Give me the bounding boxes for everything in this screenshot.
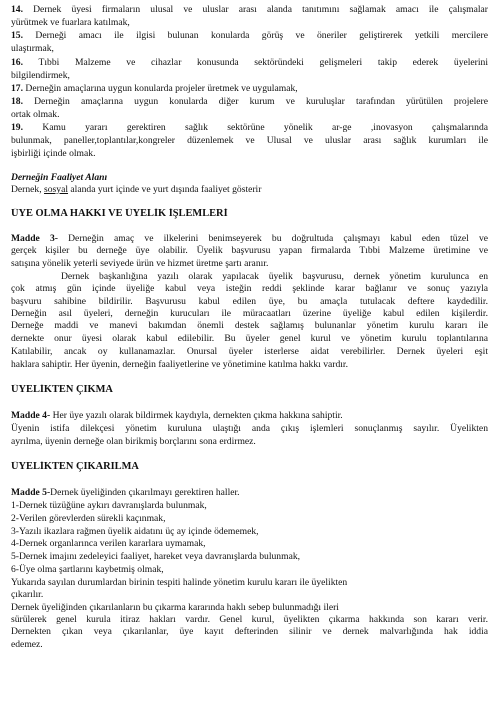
item-14-line-2: yürütmek ve fuarlara katılmak, bbox=[11, 17, 130, 28]
item-number: 17. bbox=[11, 83, 23, 94]
uyelik-para-line-4: Derneğin asıl üyeleri, derneğin kurucuları ile müracaatları üzerine üyeliğe kabul edilen kişilerdir. bbox=[11, 308, 488, 319]
item-16-line-2: bilgilendirmek, bbox=[11, 70, 70, 81]
item-16-line-1: 16. Tıbbi Malzeme ve cihazlar konusunda sektöründeki gelişmeleri takip ederek üyelerini bbox=[11, 57, 488, 68]
uyelik-para-line-1: Dernek başkanlığına yazılı olarak yapılacak üyelik başvurusu, dernek yönetim kurulunca en bbox=[61, 271, 488, 282]
faaliyet-title: Derneğin Faaliyet Alanı bbox=[11, 172, 108, 183]
cikarilma-after-line-2: çıkarılır. bbox=[11, 589, 44, 600]
cikarilma-after-line-1: Yukarıda sayılan durumlardan birinin tespiti halinde yönetim kurulu kararı ile üyelikten bbox=[11, 577, 348, 588]
item-15-line-1: 15. Derneği amacı ile ilgisi bulunan konularda görüş ve öneriler geliştirerek yetkili mercilere bbox=[11, 30, 488, 41]
item-15-line-2: ulaştırmak, bbox=[11, 43, 54, 54]
item-number: 15. bbox=[11, 30, 23, 41]
uyelik-para-line-6: dernekte onur üyesi olarak kabul edilebilir. Bu üyeler genel kurul ve yönetim kurulu toplantılarına bbox=[11, 333, 488, 344]
item-19-line-3: işbirliği içinde olmak. bbox=[11, 148, 96, 159]
madde-4-line-2: Üyenin istifa dilekçesi yönetim kuruluna ulaştığı anda çıkış işlemleri sonuçlanmış sayılır. Üyelikten bbox=[11, 423, 488, 434]
madde-4-line-3: ayrılma, üyenin derneğe olan birikmiş borçlarını sona erdirmez. bbox=[11, 436, 256, 447]
section-heading-uyelik: ÜYE OLMA HAKKI VE ÜYELİK İŞLEMLERİ bbox=[11, 208, 228, 219]
uyelik-para-line-3: başvuru sahibine bildirilir. Başvurusu kabul edilen üye, bu amaçla tutulacak deftere kaydedilir. bbox=[11, 296, 488, 307]
uyelik-para-line-2: çok atmış gün içinde üyeliğe kabul veya isteğin reddi şeklinde karar bağlanır ve sonuç yazıyla bbox=[11, 283, 488, 294]
madde-label: Madde 5- bbox=[11, 487, 51, 498]
cikarilma-reason-1: 1-Dernek tüzüğüne aykırı davranışlarda bulunmak, bbox=[11, 500, 207, 511]
item-17-line-1: 17. Derneğin amaçlarına uygun konularda projeler üretmek ve uygulamak, bbox=[11, 83, 298, 94]
section-heading-cikma: ÜYELİKTEN ÇIKMA bbox=[11, 384, 113, 395]
item-number: 14. bbox=[11, 4, 23, 15]
item-number: 19. bbox=[11, 122, 23, 133]
madde-3-line-2: gerçek kişiler bu derneğe üye olabilir. Üyelik başvurusu yapan firmalarda Tıbbi Malzeme üretimine ve bbox=[11, 245, 488, 256]
madde-label: Madde 4- bbox=[11, 410, 51, 421]
item-19-line-1: 19. Kamu yararı gerektiren sağlık sektörüne yönelik ar-ge ,inovasyon çalışmalarında bbox=[11, 122, 488, 133]
section-heading-cikarilma: ÜYELİKTEN ÇIKARILMA bbox=[11, 461, 139, 472]
cikarilma-reason-5: 5-Dernek imajını zedeleyici faaliyet, hareket veya davranışlarda bulunmak, bbox=[11, 551, 301, 562]
item-number: 16. bbox=[11, 57, 23, 68]
madde-label: Madde 3- bbox=[11, 233, 58, 244]
uyelik-para-line-8: haklara sahiptir. Her üyenin, derneğin faaliyetlerine ve yönetimine katılma hakkı vardır. bbox=[11, 359, 348, 370]
uyelik-para-line-5: Derneğe maddi ve manevi bakımdan önemli destek sağlamış bulunanlar yönetim kurulu kararı ile bbox=[11, 320, 488, 331]
madde-3-line-3: satışına yönelik yeterli seviyede ürün ve hizmet üretme şartı aranır. bbox=[11, 258, 269, 269]
cikarilma-after-line-3: Dernek üyeliğinden çıkarılanların bu çıkarma kararında haklı sebep bulunmadığı ileri bbox=[11, 602, 339, 613]
cikarilma-after-line-4: sürülerek genel kurula itiraz hakları vardır. Genel kurul, üyelikten çıkarma hakkında son kararı verir. bbox=[11, 614, 488, 625]
madde-4-line-1: Madde 4- Her üye yazılı olarak bildirmek kaydıyla, dernekten çıkma hakkına sahiptir. bbox=[11, 410, 343, 421]
item-number: 18. bbox=[11, 96, 23, 107]
madde-3-line-1: Madde 3- Derneğin amaç ve ilkelerini benimseyerek bu doğrultuda çalışmayı kabul eden tüzel ve bbox=[11, 233, 488, 244]
madde-5-line-1: Madde 5-Dernek üyeliğinden çıkarılmayı gerektiren haller. bbox=[11, 487, 240, 498]
faaliyet-text: Dernek, sosyal alanda yurt içinde ve yurt dışında faaliyet gösterir bbox=[11, 184, 262, 195]
cikarilma-reason-4: 4-Dernek organlarınca verilen kararlara uymamak, bbox=[11, 538, 206, 549]
item-18-line-2: ortak olmak. bbox=[11, 109, 60, 120]
item-18-line-1: 18. Derneğin amaçlarına uygun konularda diğer kurum ve kuruluşlar tarafından yürütülen projelere bbox=[11, 96, 488, 107]
item-19-line-2: bulunmak, paneller,toplantılar,kongreler düzenlemek ve Ulusal ve uluslar arası sağlık kurumları ile bbox=[11, 135, 488, 146]
cikarilma-after-line-5: Dernekten çıkan veya çıkarılanlar, üye kayıt defterinden silinir ve dernek malvarlığında hak iddia bbox=[11, 626, 488, 637]
cikarilma-reason-2: 2-Verilen görevlerden sürekli kaçınmak, bbox=[11, 513, 166, 524]
uyelik-para-line-7: Katılabilir, ancak oy kullanamazlar. Onursal üyeler isterlerse aidat verebilirler. Dernek üyeleri eşit bbox=[11, 346, 488, 357]
faaliyet-underlined-word: sosyal bbox=[44, 184, 69, 195]
cikarilma-reason-6: 6-Üye olma şartlarını kaybetmiş olmak, bbox=[11, 564, 164, 575]
cikarilma-reason-3: 3-Yazılı ikazlara rağmen üyelik aidatını üç ay içinde ödememek, bbox=[11, 526, 259, 537]
cikarilma-after-line-6: edemez. bbox=[11, 639, 43, 650]
item-14-line-1: 14. Dernek üyesi firmaların ulusal ve uluslar arası alanda tanıtımını sağlamak amacı ile çalışmalar bbox=[11, 4, 488, 15]
